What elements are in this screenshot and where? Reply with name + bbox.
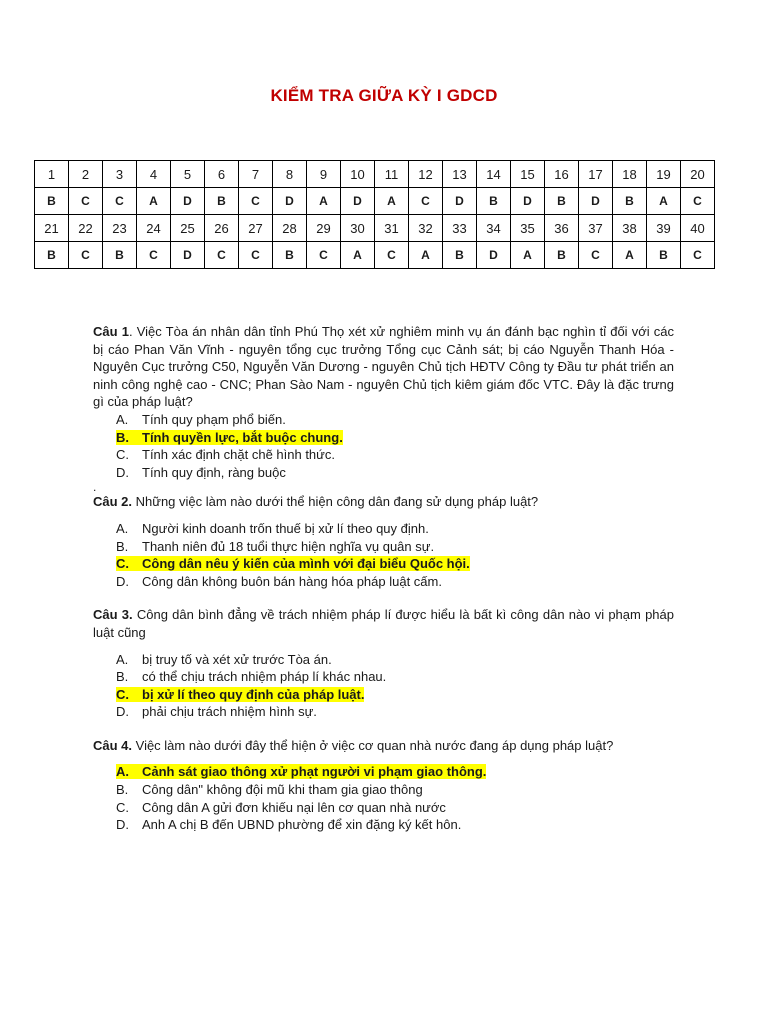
answer-cell: D xyxy=(511,188,545,215)
answer-cell: A xyxy=(375,188,409,215)
option-text: Tính quy định, ràng buộc xyxy=(142,464,286,480)
question-number-cell: 24 xyxy=(137,215,171,242)
option-letter: D. xyxy=(116,817,129,833)
question-label: Câu 2. xyxy=(93,494,133,510)
question-number-cell: 14 xyxy=(477,161,511,188)
option-letter: A. xyxy=(116,651,129,667)
question-text: Công dân bình đẳng về trách nhiệm pháp lí được hiểu là bất kì công dân nào vi phạm pháp luật cũng xyxy=(93,607,674,640)
answer-cell: B xyxy=(35,188,69,215)
answer-cell: A xyxy=(341,242,375,269)
question-2-option-d xyxy=(93,573,674,591)
question-3-option-c-correct xyxy=(93,686,674,704)
option-letter: B. xyxy=(116,782,129,798)
question-4-option-c xyxy=(93,799,674,817)
question-number-cell: 28 xyxy=(273,215,307,242)
question-text: . Việc Tòa án nhân dân tỉnh Phú Thọ xét xử nghiêm minh vụ án đánh bạc nghìn tỉ đối với các bị cáo Phan Văn Vĩnh - nguyên tổng cục trưởng Tổng cục Cảnh sát; bị cáo Nguyễn Thanh Hóa - Nguyên Cục trưởng C50, Nguyễn Văn Dương - nguyên Chủ tịch HĐTV Công ty Đầu tư phát triển an ninh công nghệ cao - CNC; Phan Sào Nam - nguyên Chủ tịch kiêm giám đốc VTC. Đây là đặc trưng gì của pháp luật? xyxy=(93,324,674,410)
answer-cell: B xyxy=(545,242,579,269)
question-text: Những việc làm nào dưới thể hiện công dân đang sử dụng pháp luật? xyxy=(132,494,539,510)
option-text: Tính quy phạm phổ biến. xyxy=(142,411,286,427)
question-number-cell: 36 xyxy=(545,215,579,242)
question-number-cell: 11 xyxy=(375,161,409,188)
option-text: Thanh niên đủ 18 tuổi thực hiện nghĩa vụ quân sự. xyxy=(142,538,435,554)
answer-cell: D xyxy=(341,188,375,215)
option-text: Người kinh doanh trốn thuế bị xử lí theo quy định. xyxy=(142,520,429,536)
answer-cell: C xyxy=(205,242,239,269)
answer-cell: C xyxy=(69,242,103,269)
question-2-option-a xyxy=(93,520,674,538)
answer-cell: C xyxy=(681,242,715,269)
answer-cell: A xyxy=(307,188,341,215)
question-3-option-b xyxy=(93,668,674,686)
question-number-cell: 6 xyxy=(205,161,239,188)
document-title: KIỂM TRA GIỮA KỲ I GDCD xyxy=(270,86,498,105)
question-number-cell: 32 xyxy=(409,215,443,242)
question-number-cell: 38 xyxy=(613,215,647,242)
answer-cell: B xyxy=(477,188,511,215)
option-letter: A. xyxy=(116,520,129,536)
question-3-stem xyxy=(93,606,674,641)
question-3-option-d xyxy=(93,703,674,721)
answer-key-row-numbers-2 xyxy=(35,215,715,242)
question-number-cell: 25 xyxy=(171,215,205,242)
question-number-cell: 40 xyxy=(681,215,715,242)
question-2-option-c-correct xyxy=(93,555,674,573)
option-letter: B. xyxy=(116,669,129,685)
answer-cell: B xyxy=(103,242,137,269)
answer-key-row-answers-1 xyxy=(35,188,715,215)
question-number-cell: 1 xyxy=(35,161,69,188)
question-4-option-d xyxy=(93,816,674,834)
question-number-cell: 20 xyxy=(681,161,715,188)
question-number-cell: 17 xyxy=(579,161,613,188)
question-1-option-a xyxy=(93,411,674,429)
question-number-cell: 19 xyxy=(647,161,681,188)
option-letter: B. xyxy=(116,429,129,445)
option-letter: A. xyxy=(116,411,129,427)
question-number-cell: 7 xyxy=(239,161,273,188)
question-text: Việc làm nào dưới đây thể hiện ở việc cơ quan nhà nước đang áp dụng pháp luật? xyxy=(132,737,614,753)
option-text: bị xử lí theo quy định của pháp luật. xyxy=(142,686,365,702)
option-text: bị truy tố và xét xử trước Tòa án. xyxy=(142,651,332,667)
answer-cell: B xyxy=(647,242,681,269)
option-text: Công dân nêu ý kiến của mình với đại biểu Quốc hội. xyxy=(142,556,470,572)
option-text: Công dân A gửi đơn khiếu nại lên cơ quan nhà nước xyxy=(142,799,446,815)
question-label: Câu 3. xyxy=(93,607,133,623)
option-text: Anh A chị B đến UBND phường để xin đặng ký kết hôn. xyxy=(142,817,462,833)
question-number-cell: 12 xyxy=(409,161,443,188)
question-number-cell: 21 xyxy=(35,215,69,242)
question-number-cell: 5 xyxy=(171,161,205,188)
answer-cell: B xyxy=(545,188,579,215)
answer-key-row-answers-2 xyxy=(35,242,715,269)
answer-cell: D xyxy=(443,188,477,215)
question-number-cell: 30 xyxy=(341,215,375,242)
question-number-cell: 15 xyxy=(511,161,545,188)
answer-cell: C xyxy=(681,188,715,215)
answer-cell: A xyxy=(137,188,171,215)
answer-cell: D xyxy=(171,188,205,215)
option-text: Công dân không buôn bán hàng hóa pháp luật cấm. xyxy=(142,573,442,589)
stray-period: . xyxy=(93,480,97,495)
answer-cell: C xyxy=(579,242,613,269)
answer-cell: C xyxy=(375,242,409,269)
option-letter: B. xyxy=(116,538,129,554)
answer-cell: D xyxy=(579,188,613,215)
question-label: Câu 1 xyxy=(93,324,129,339)
question-number-cell: 3 xyxy=(103,161,137,188)
question-1-stem xyxy=(93,323,674,411)
question-number-cell: 39 xyxy=(647,215,681,242)
question-number-cell: 8 xyxy=(273,161,307,188)
questions-section xyxy=(93,323,674,834)
answer-cell: B xyxy=(35,242,69,269)
question-2-option-b xyxy=(93,538,674,556)
question-1-option-d xyxy=(93,464,674,482)
question-number-cell: 22 xyxy=(69,215,103,242)
question-number-cell: 35 xyxy=(511,215,545,242)
question-number-cell: 26 xyxy=(205,215,239,242)
question-4-option-a-correct xyxy=(93,763,674,781)
answer-key-row-numbers-1 xyxy=(35,161,715,188)
question-number-cell: 29 xyxy=(307,215,341,242)
question-number-cell: 10 xyxy=(341,161,375,188)
question-1-option-b-correct xyxy=(93,429,674,447)
option-letter: C. xyxy=(116,686,129,702)
option-text: Cảnh sát giao thông xử phạt người vi phạm giao thông. xyxy=(142,764,487,780)
option-letter: D. xyxy=(116,464,129,480)
question-1-option-c xyxy=(93,446,674,464)
question-4-stem xyxy=(93,737,674,755)
question-number-cell: 27 xyxy=(239,215,273,242)
answer-cell: C xyxy=(307,242,341,269)
answer-cell: A xyxy=(613,242,647,269)
option-letter: D. xyxy=(116,573,129,589)
question-number-cell: 34 xyxy=(477,215,511,242)
option-letter: D. xyxy=(116,704,129,720)
option-text: Công dân" không đội mũ khi tham gia giao thông xyxy=(142,782,423,798)
answer-key-table xyxy=(34,160,715,269)
question-number-cell: 4 xyxy=(137,161,171,188)
option-letter: C. xyxy=(116,799,129,815)
option-text: Tính xác định chặt chẽ hình thức. xyxy=(142,447,335,463)
question-number-cell: 23 xyxy=(103,215,137,242)
question-2-stem xyxy=(93,493,674,511)
answer-cell: A xyxy=(511,242,545,269)
answer-cell: C xyxy=(239,188,273,215)
question-number-cell: 33 xyxy=(443,215,477,242)
answer-cell: C xyxy=(409,188,443,215)
question-label: Câu 4. xyxy=(93,737,133,753)
answer-cell: A xyxy=(647,188,681,215)
answer-cell: B xyxy=(443,242,477,269)
question-4-option-b xyxy=(93,781,674,799)
option-text: có thể chịu trách nhiệm pháp lí khác nhau. xyxy=(142,669,387,685)
question-number-cell: 18 xyxy=(613,161,647,188)
question-number-cell: 16 xyxy=(545,161,579,188)
option-letter: C. xyxy=(116,556,129,572)
question-number-cell: 13 xyxy=(443,161,477,188)
answer-cell: C xyxy=(69,188,103,215)
question-3-option-a xyxy=(93,651,674,669)
question-number-cell: 9 xyxy=(307,161,341,188)
answer-cell: B xyxy=(613,188,647,215)
option-letter: C. xyxy=(116,447,129,463)
answer-cell: D xyxy=(171,242,205,269)
answer-cell: D xyxy=(477,242,511,269)
option-letter: A. xyxy=(116,764,129,780)
answer-cell: B xyxy=(205,188,239,215)
answer-cell: A xyxy=(409,242,443,269)
answer-cell: B xyxy=(273,242,307,269)
option-text: phải chịu trách nhiệm hình sự. xyxy=(142,704,317,720)
answer-cell: C xyxy=(103,188,137,215)
answer-cell: C xyxy=(239,242,273,269)
question-number-cell: 31 xyxy=(375,215,409,242)
question-number-cell: 37 xyxy=(579,215,613,242)
option-text: Tính quyền lực, bắt buộc chung. xyxy=(142,429,343,445)
answer-cell: C xyxy=(137,242,171,269)
question-number-cell: 2 xyxy=(69,161,103,188)
answer-cell: D xyxy=(273,188,307,215)
